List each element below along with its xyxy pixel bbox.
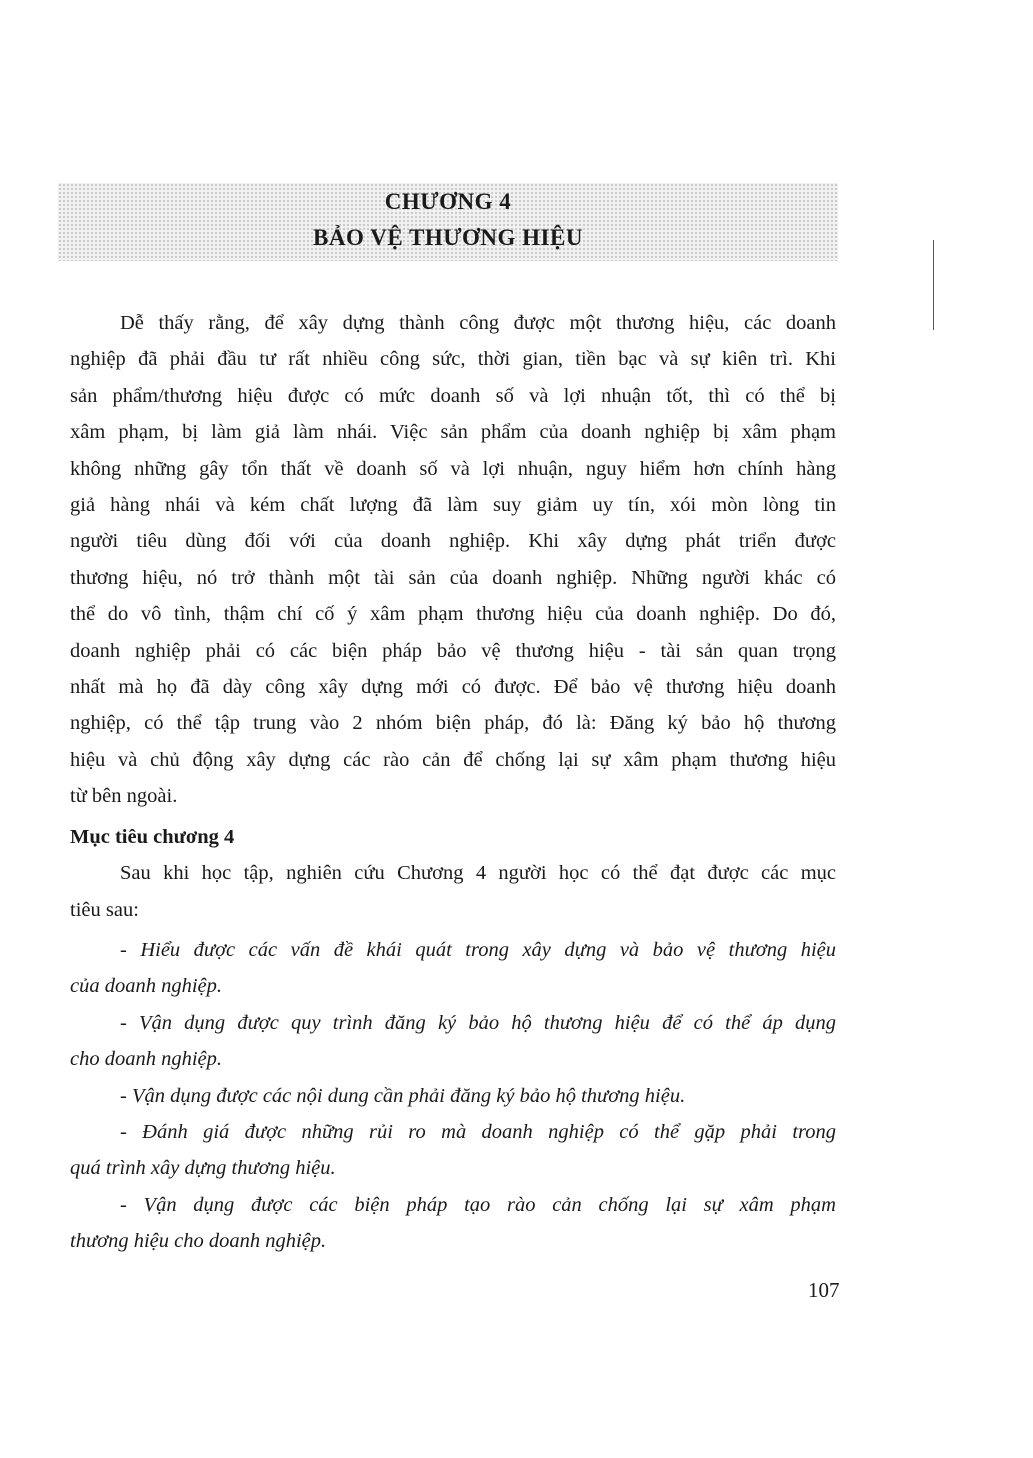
- text-line: thể do vô tình, thậm chí cố ý xâm phạm thương hiệu của doanh nghiệp. Do đó,: [70, 603, 836, 626]
- objective-line: - Vận dụng được quy trình đăng ký bảo hộ thương hiệu để có thể áp dụng: [120, 1011, 836, 1034]
- objectives-heading: Mục tiêu chương 4: [70, 825, 235, 848]
- objective-line: - Vận dụng được các biện pháp tạo rào cản chống lại sự xâm phạm: [120, 1193, 836, 1216]
- text-line: từ bên ngoài.: [70, 785, 178, 808]
- objectives-lead: [70, 855, 836, 928]
- objective-line: quá trình xây dựng thương hiệu.: [70, 1157, 336, 1180]
- text-line: thương hiệu, nó trở thành một tài sản của doanh nghiệp. Những người khác có: [70, 566, 836, 589]
- text-line: giả hàng nhái và kém chất lượng đã làm suy giảm uy tín, xói mòn lòng tin: [70, 494, 836, 517]
- text-line: không những gây tổn thất về doanh số và lợi nhuận, nguy hiểm hơn chính hàng: [70, 457, 836, 480]
- chapter-title: BẢO VỆ THƯƠNG HIỆU: [313, 225, 583, 250]
- objective-line: của doanh nghiệp.: [70, 975, 223, 998]
- text-line: nhất mà họ đã dày công xây dựng mới có được. Để bảo vệ thương hiệu doanh: [70, 676, 836, 699]
- objective-line: - Đánh giá được những rủi ro mà doanh nghiệp có thể gặp phải trong: [120, 1120, 836, 1143]
- scan-artifact-line: [933, 240, 934, 330]
- text-line: người tiêu dùng đối với của doanh nghiệp. Khi xây dựng phát triển được: [70, 530, 836, 553]
- text-line: Sau khi học tập, nghiên cứu Chương 4 người học có thể đạt được các mục: [120, 862, 836, 885]
- objective-line: - Vận dụng được các nội dung cần phải đăng ký bảo hộ thương hiệu.: [120, 1084, 686, 1107]
- text-line: hiệu và chủ động xây dựng các rào cản để chống lại sự xâm phạm thương hiệu: [70, 748, 836, 771]
- objectives-list: [70, 932, 836, 1260]
- chapter-header: [58, 183, 838, 261]
- text-line: tiêu sau:: [70, 898, 139, 921]
- text-line: nghiệp đã phải đầu tư rất nhiều công sức, thời gian, tiền bạc và sự kiên trì. Khi: [70, 348, 836, 371]
- page-number: 107: [808, 1278, 840, 1302]
- page-body: [70, 305, 836, 1260]
- objective-line: - Hiểu được các vấn đề khái quát trong xây dựng và bảo vệ thương hiệu: [120, 938, 836, 961]
- text-line: doanh nghiệp phải có các biện pháp bảo vệ thương hiệu - tài sản quan trọng: [70, 639, 836, 662]
- objective-line: cho doanh nghiệp.: [70, 1048, 223, 1071]
- intro-paragraph: [70, 305, 836, 815]
- text-line: Dễ thấy rằng, để xây dựng thành công được một thương hiệu, các doanh: [120, 312, 836, 334]
- text-line: xâm phạm, bị làm giả làm nhái. Việc sản phẩm của doanh nghiệp bị xâm phạm: [70, 421, 836, 444]
- text-line: sản phẩm/thương hiệu được có mức doanh số và lợi nhuận tốt, thì có thể bị: [70, 384, 836, 407]
- objective-line: thương hiệu cho doanh nghiệp.: [70, 1230, 327, 1253]
- text-line: nghiệp, có thể tập trung vào 2 nhóm biện pháp, đó là: Đăng ký bảo hộ thương: [70, 712, 836, 735]
- chapter-number: CHƯƠNG 4: [384, 189, 512, 214]
